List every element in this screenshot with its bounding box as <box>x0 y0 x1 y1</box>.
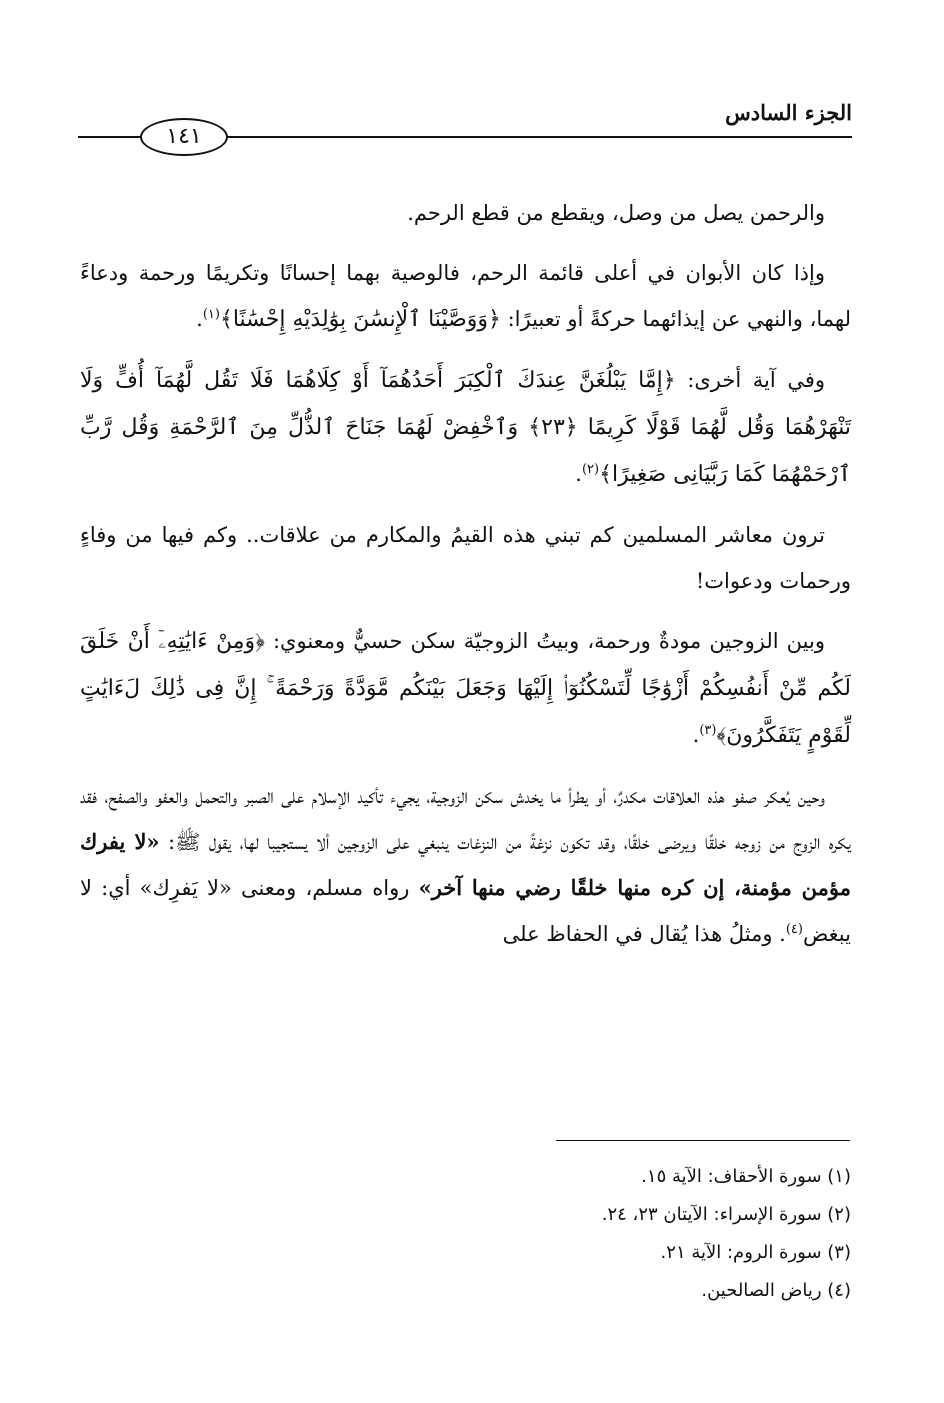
footnote-reference[interactable]: (١) <box>202 307 220 322</box>
footnote-separator <box>556 1140 850 1141</box>
page-header <box>78 88 852 148</box>
paragraph-tail: . <box>692 723 700 747</box>
footnote-2: (٢) سورة الإسراء: الآيتان ٢٣، ٢٤. <box>601 1204 851 1225</box>
quran-verse: ﴿إِمَّا يَبْلُغَنَّ عِندَكَ ٱلْكِبَرَ أَحَدُهُمَآ أَوْ كِلَاهُمَا فَلَا تَقُل لَّهُمَآ أُفٍّ وَلَا تَنْهَرْهُمَا وَقُل لَّهُمَا قَوْلًا كَرِيمًا ﴿٢٣﴾ وَٱخْفِضْ لَهُمَا جَنَاحَ ٱلذُّلِّ مِنَ ٱلرَّحْمَةِ وَقُل رَّبِّ ٱرْحَمْهُمَا كَمَا رَبَّيَانِى صَغِيرًا﴾ <box>80 368 851 487</box>
footnotes <box>602 1158 851 1310</box>
footnote-4: (٤) رياض الصالحين. <box>701 1280 851 1301</box>
paragraph-tail: . <box>575 462 582 486</box>
paragraph-3 <box>80 357 851 498</box>
paragraph-text: وفي آية أخرى: <box>675 368 826 392</box>
paragraph-2 <box>80 250 851 343</box>
quran-verse: ﴿وَمِنْ ءَايَٰتِهِۦٓ أَنْ خَلَقَ لَكُم مِّنْ أَنفُسِكُمْ أَزْوَٰجًا لِّتَسْكُنُوٓا۟ إِلَيْهَا وَجَعَلَ بَيْنَكُم مَّوَدَّةً وَرَحْمَةً ۚ إِنَّ فِى ذَٰلِكَ لَءَايَٰتٍ لِّقَوْمٍ يَتَفَكَّرُونَ﴾ <box>80 629 851 748</box>
footnote-3: (٣) سورة الروم: الآية ٢١. <box>660 1242 851 1263</box>
paragraph-text: والرحمن يصل من وصل، ويقطع من قطع الرحم. <box>407 201 825 225</box>
main-text <box>80 190 851 971</box>
quran-verse: ﴿وَوَصَّيْنَا ٱلْإِنسَٰنَ بِوَٰلِدَيْهِ إِحْسَٰنًا﴾ <box>219 307 501 332</box>
paragraph-text: ترون معاشر المسلمين كم تبني هذه القيمُ والمكارم من علاقات.. وكم فيها من وفاءٍ ورحمات ودعوات! <box>80 523 851 593</box>
paragraph-5 <box>80 618 851 759</box>
footnote-reference[interactable]: (٣) <box>699 723 717 738</box>
paragraph-4 <box>80 512 851 604</box>
footnote-reference[interactable]: (٤) <box>785 922 803 937</box>
paragraph-text: وبين الزوجين مودةٌ ورحمة، وبيتُ الزوجيّة سكن حسيٌّ ومعنوي: <box>264 629 825 653</box>
paragraph-text-continued: رواه مسلم، ومعنى «لا يَفرِك» أي: لا يبغض <box>80 876 851 946</box>
footnote-1: (١) سورة الأحقاف: الآية ١٥. <box>641 1166 851 1187</box>
footnote-reference[interactable]: (٢) <box>581 462 600 477</box>
page-number: ١٤١ <box>140 118 228 156</box>
running-title: الجزء السادس <box>725 100 852 125</box>
paragraph-text: وحين يُعكر صفو هذه العلاقات مكدرٌ، أو يطرأ ما يخدش سكن الزوجية، يجيء تأكيد الإسلام على الصبر والتحمل والعفو والصفح، فقد يكره الزوج من زوجه خلقًا ويرضى خلقًا، وقد تكون نزغةً من النزغات ينبغي على الزوجين ألا يستجيبا لها، يقول ﷺ: <box>80 784 851 854</box>
paragraph-text: وإذا كان الأبوان في أعلى قائمة الرحم، فالوصية بهما إحسانًا وتكريمًا ورحمة ودعاءً لهما، والنهي عن إيذائهما حركةً أو تعبيرًا: <box>80 261 851 331</box>
paragraph-tail: . <box>196 307 203 331</box>
paragraph-tail: . ومثلُ هذا يُقال في الحفاظ على <box>502 922 786 946</box>
paragraph-1 <box>80 190 851 236</box>
hadith-quote: «لا يفرك مؤمن مؤمنة، إن كره منها خلقًا رضي منها آخر» <box>80 829 851 900</box>
paragraph-6 <box>80 773 851 957</box>
